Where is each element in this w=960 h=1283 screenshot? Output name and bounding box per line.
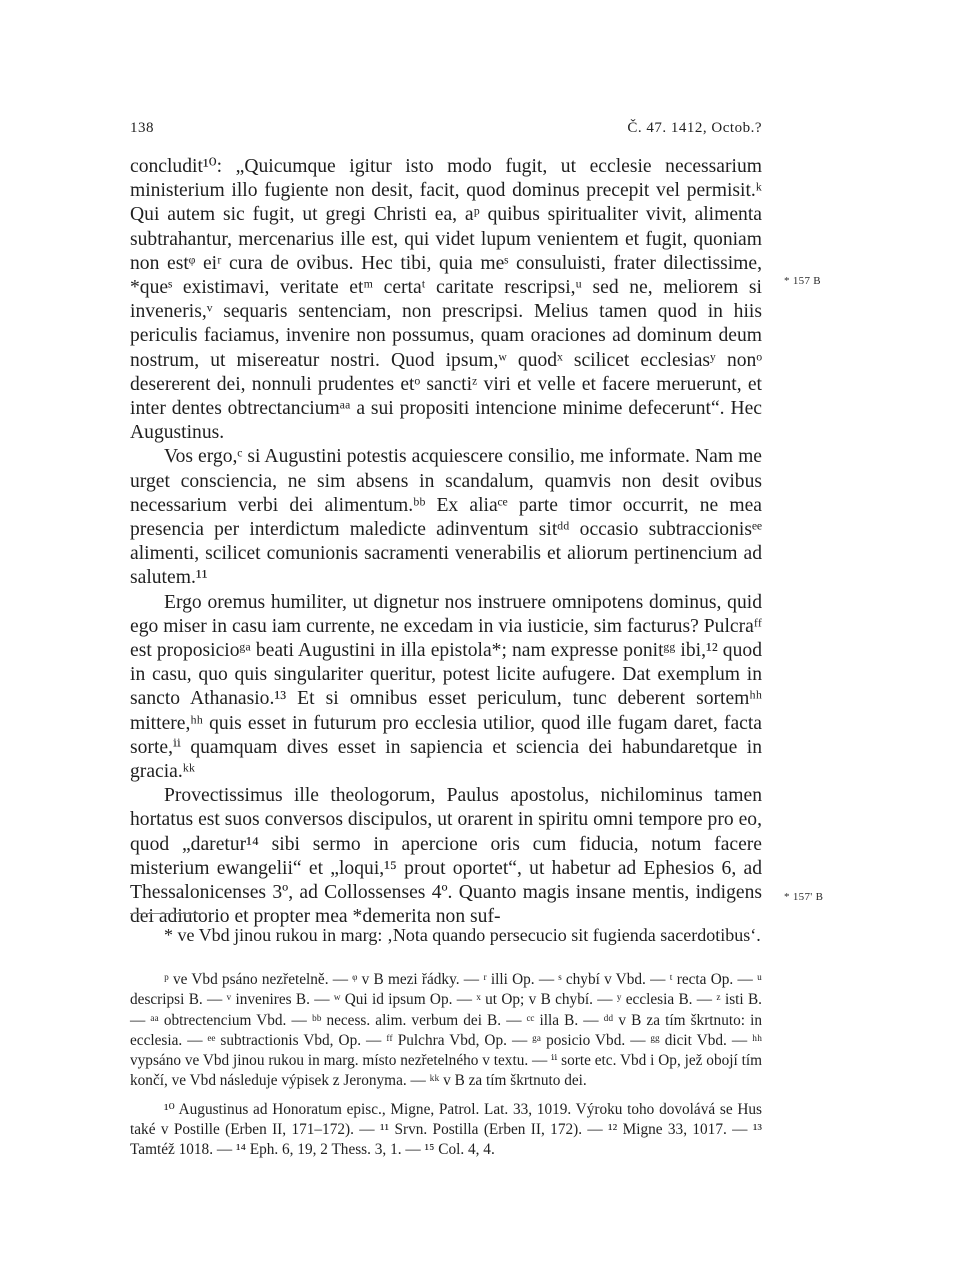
source-notes: ¹⁰ Augustinus ad Honoratum episc., Migne, Patrol. Lat. 33, 1019. Výroku toho dovolává se Hus také v Postille (Erben II, 171–172). — ¹¹ Srvn. Postilla (Erben II, 172). — ¹² Migne 33, 1017. — ¹³ Tamtéž 1018. — ¹⁴ Eph. 6, 19, 2 Thess. 3, 1. — ¹⁵ Col. 4, 4. bbox=[130, 1100, 762, 1159]
textual-variants: ᵖ ve Vbd psáno nezřetelně. — ᵠ v B mezi řádky. — ʳ illi Op. — ˢ chybí v Vbd. — ᵗ recta Op. — ᵘ descripsi B. — ᵛ invenires B. — ʷ Qui id ipsum Op. — ˣ ut Op; v B chybí. — ʸ ecclesia B. — ᶻ isti B. — ᵃᵃ obtrectencium Vbd. — ᵇᵇ necess. alim. verbum dei B. — ᶜᶜ illa B. — ᵈᵈ v B za tím škrtnuto: in ecclesia. — ᵉᵉ subtractionis Vbd, Op. — ᶠᶠ Pulchra Vbd, Op. — ᵍᵃ posicio Vbd. — ᵍᵍ dicit Vbd. — ʰʰ vypsáno ve Vbd jinou rukou in marg. místo nezřetelného v textu. — ⁱⁱ sorte etc. Vbd i Op, jež obojí tím končí, ve Vbd následuje výpisek z Jeronyma. — ᵏᵏ v B za tím škrtnuto dei. bbox=[130, 971, 762, 1090]
page-number: 138 bbox=[130, 120, 154, 136]
star-footnote: * ve Vbd jinou rukou in marg: ‚Nota quando persecucio sit fugienda sacerdotibus‘. bbox=[164, 925, 761, 945]
paragraph-3: Ergo oremus humiliter, ut dignetur nos instruere omnipotens dominus, quid ego miser in casu iam currente, ne excedam in via iusticie, sim facturus? Pulcraᶠᶠ est proposicioᵍᵃ beati Augustini in illa epistola*; nam expresse ponitᵍᵍ ibi,¹² quod in casu, quo quis singulariter queritur, potest licite aufugere. Dat exemplum in sancto Athanasio.¹³ Et si omnibus esset periculum, tunc deberent sortemʰʰ mittere,ʰʰ quis esset in futurum pro ecclesia utilior, quod ille fugam daret, facta sorte,ⁱⁱ quamquam dives esset in sapiencia et sciencia dei habundaretque in gracia.ᵏᵏ bbox=[130, 591, 762, 783]
margin-note-folio-157: * 157 B bbox=[784, 275, 821, 287]
paragraph-1: concludit¹⁰: „Quicumque igitur isto modo fugit, ut ecclesie necessarium ministerium illo fugiente non desit, facit, quod dominus precepit vel permisit.ᵏ Qui autem sic fugit, ut gregi Christi ea, aᵖ quibus spiritualiter vivit, alimenta subtrahantur, mercenarius ille est, qui videt lupum venientem et fugit, quoniam non estᵠ eiʳ cura de ovibus. Hec tibi, quia meˢ consuluisti, frater dilectissime, *queˢ existimavi, veritate etᵐ certaᵗ caritate rescripsi,ᵘ sed ne, meliorem si inveneris,ᵛ sequaris sentenciam, non prescripsi. Melius tamen quod in hiis periculis faciamus, invenire non possumus, quam oraciones ad dominum deum nostrum, ut misereatur nostri. Quod ipsum,ʷ quodˣ scilicet ecclesiasʸ nonᵒ desererent dei, nonnuli prudentes etᵒ sanctiᶻ viri et velle et facere meruerunt, et inter dentes obtrectanciumᵃᵃ a sui propositi intencione minime defecerunt“. Hec Augustinus. bbox=[130, 156, 762, 444]
margin-note-folio-157-verso: * 157' B bbox=[784, 891, 824, 903]
running-header bbox=[130, 120, 762, 140]
critical-apparatus bbox=[130, 970, 762, 1161]
paragraph-4: Provectissimus ille theologorum, Paulus apostolus, nichilominus tamen hortatus est suos conversos discipulos, ut orarent in spiritu omni tempore pro eo, quod „daretur¹⁴ sibi sermo in apercione oris cum fiducia, notum facere misterium ewangelii“ et „loqui,¹⁵ prout oportet“, ut habetur ad Ephesios 6, ad Thessalonicenses 3º, ad Collossenses 4º. Quanto magis insane mentis, indigens dei adiutorio et propter mea *demerita non suf- bbox=[130, 785, 762, 928]
main-text bbox=[130, 155, 762, 930]
footnote-separator bbox=[130, 913, 205, 914]
paragraph-2: Vos ergo,ᶜ si Augustini potestis acquiescere consilio, me informate. Nam me urget consciencia, ne sim absens in scandalum, quamvis non desit ovibus necessarium verbi dei alimentum.ᵇᵇ Ex aliaᶜᵉ parte timor occurrit, ne mea presencia per interdictum maledicte adinventum sitᵈᵈ occasio subtraccionisᵉᵉ alimenti, scilicet comunionis sacramenti venerabilis et aliorum pertinencium ad salutem.¹¹ bbox=[130, 446, 762, 589]
running-title: Č. 47. 1412, Octob.? bbox=[627, 120, 762, 136]
